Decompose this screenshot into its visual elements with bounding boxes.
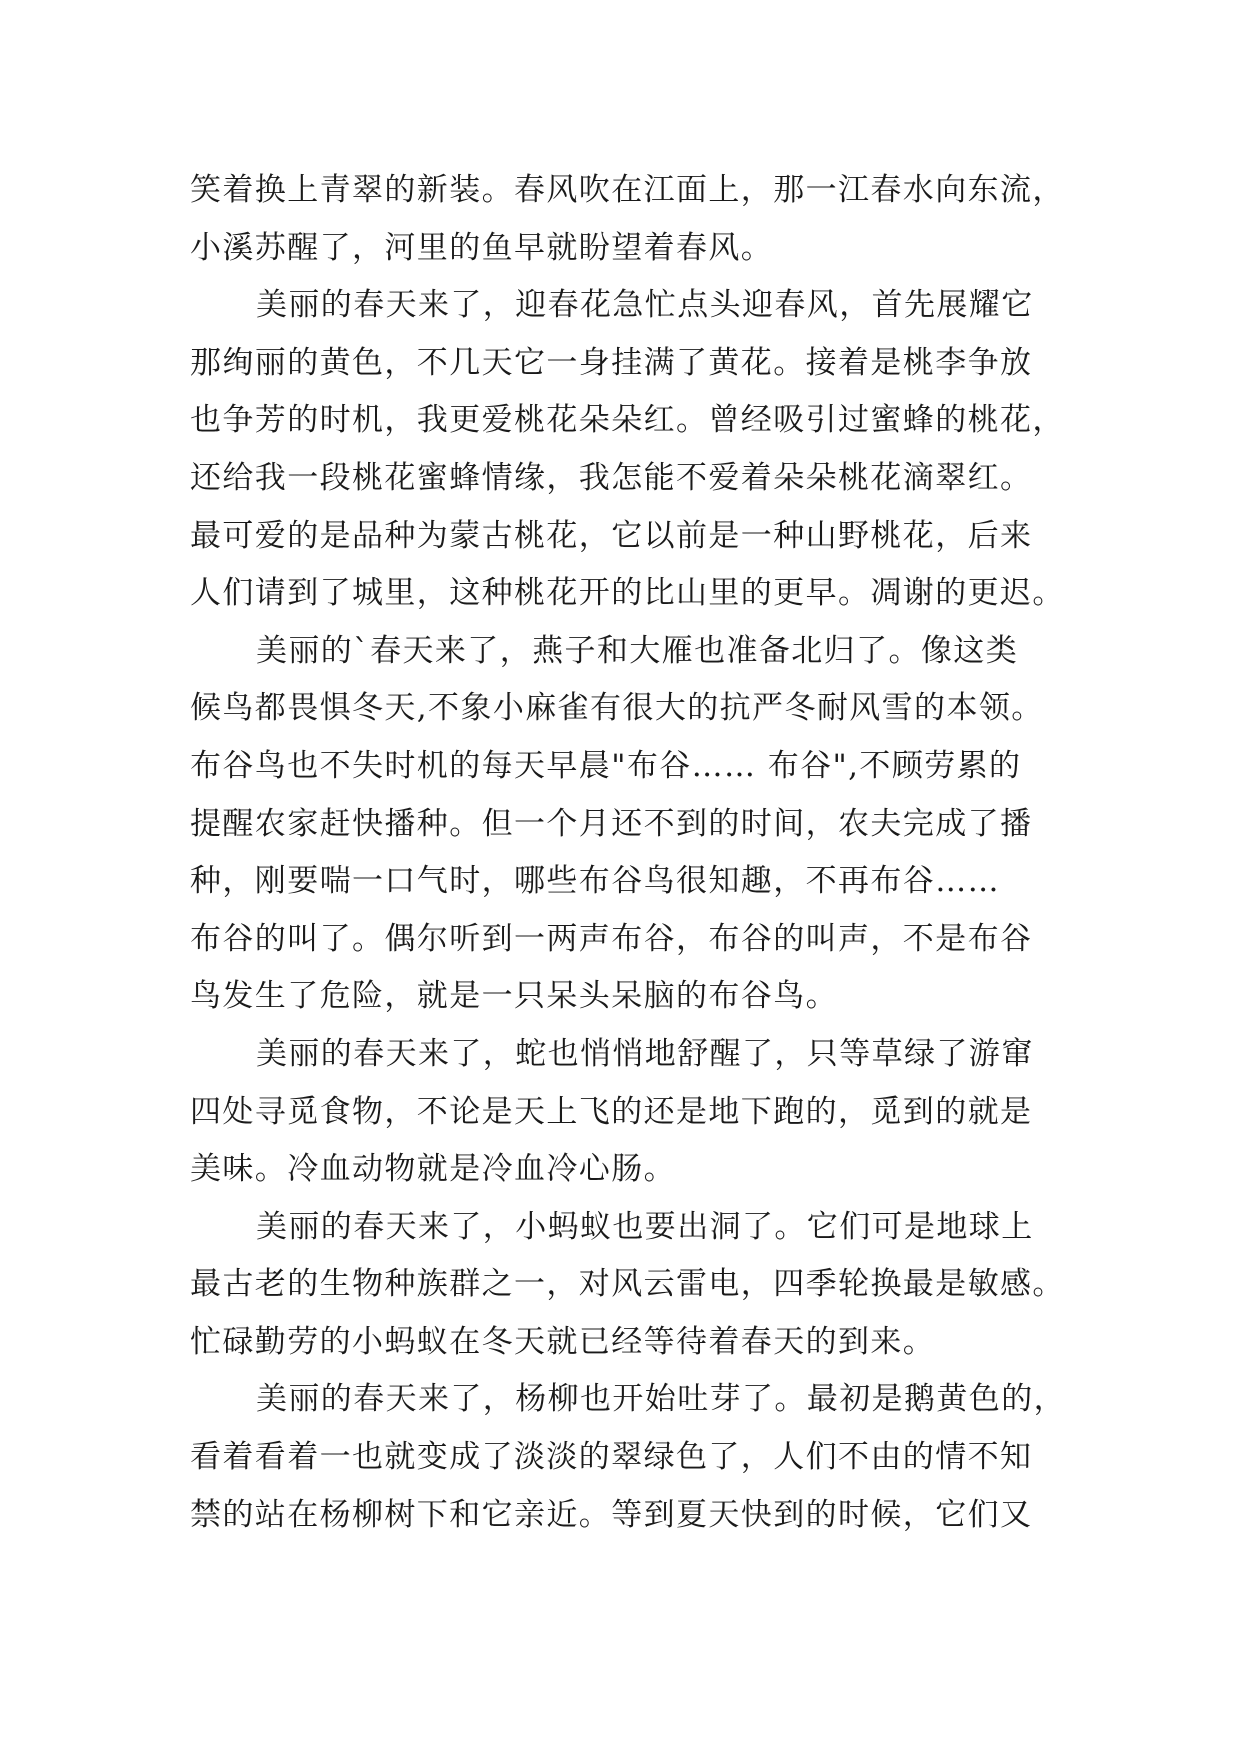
text-line: 笑着换上青翠的新装。春风吹在江面上，那一江春水向东流， [190, 172, 1065, 208]
body-text [190, 162, 1090, 1544]
text-line: 还给我一段桃花蜜蜂情缘，我怎能不爱着朵朵桃花滴翠红。 [190, 459, 1033, 496]
text-line: 布谷鸟也不失时机的每天早晨"布谷…… 布谷",不顾劳累的 [190, 747, 1022, 784]
text-line: 最古老的生物种族群之一，对风云雷电，四季轮换最是敏感。 [190, 1266, 1065, 1303]
text-line: 也争芳的时机，我更爱桃花朵朵红。曾经吸引过蜜蜂的桃花， [190, 402, 1065, 439]
text-line: 小溪苏醒了，河里的鱼早就盼望着春风。 [190, 229, 774, 266]
text-line: 人们请到了城里，这种桃花开的比山里的更早。凋谢的更迟。 [190, 575, 1065, 612]
text-line: 那绚丽的黄色，不几天它一身挂满了黄花。接着是桃李争放 [190, 344, 1033, 381]
paragraph-first-line: 美丽的`春天来了，燕子和大雁也准备北归了。像这类 [256, 632, 1019, 669]
text-line: 鸟发生了危险，就是一只呆头呆脑的布谷鸟。 [190, 978, 838, 1015]
text-line: 看着看着一也就变成了淡淡的翠绿色了，人们不由的情不知 [190, 1439, 1033, 1476]
text-line: 禁的站在杨柳树下和它亲近。等到夏天快到的时候，它们又 [190, 1496, 1033, 1533]
paragraph-first-line: 美丽的春天来了，杨柳也开始吐芽了。最初是鹅黄色的， [256, 1381, 1066, 1418]
paragraph-first-line: 美丽的春天来了，小蚂蚁也要出洞了。它们可是地球上 [256, 1208, 1034, 1245]
text-line: 布谷的叫了。偶尔听到一两声布谷，布谷的叫声，不是布谷 [190, 920, 1033, 957]
text-line: 提醒农家赶快播种。但一个月还不到的时间，农夫完成了播 [190, 805, 1033, 842]
paragraph-first-line: 美丽的春天来了，迎春花急忙点头迎春风，首先展耀它 [256, 287, 1034, 324]
text-line: 四处寻觅食物，不论是天上飞的还是地下跑的，觅到的就是 [190, 1093, 1033, 1130]
text-line: 最可爱的是品种为蒙古桃花，它以前是一种山野桃花，后来 [190, 517, 1033, 554]
text-line: 种，刚要喘一口气时，哪些布谷鸟很知趣，不再布谷…… [190, 863, 1000, 900]
text-line: 忙碌勤劳的小蚂蚁在冬天就已经等待着春天的到来。 [190, 1323, 936, 1360]
text-line: 美味。冷血动物就是冷血冷心肠。 [190, 1151, 676, 1188]
text-line: 候鸟都畏惧冬天,不象小麻雀有很大的抗严冬耐风雪的本领。 [190, 690, 1044, 727]
paragraph-first-line: 美丽的春天来了，蛇也悄悄地舒醒了，只等草绿了游窜 [256, 1035, 1034, 1072]
